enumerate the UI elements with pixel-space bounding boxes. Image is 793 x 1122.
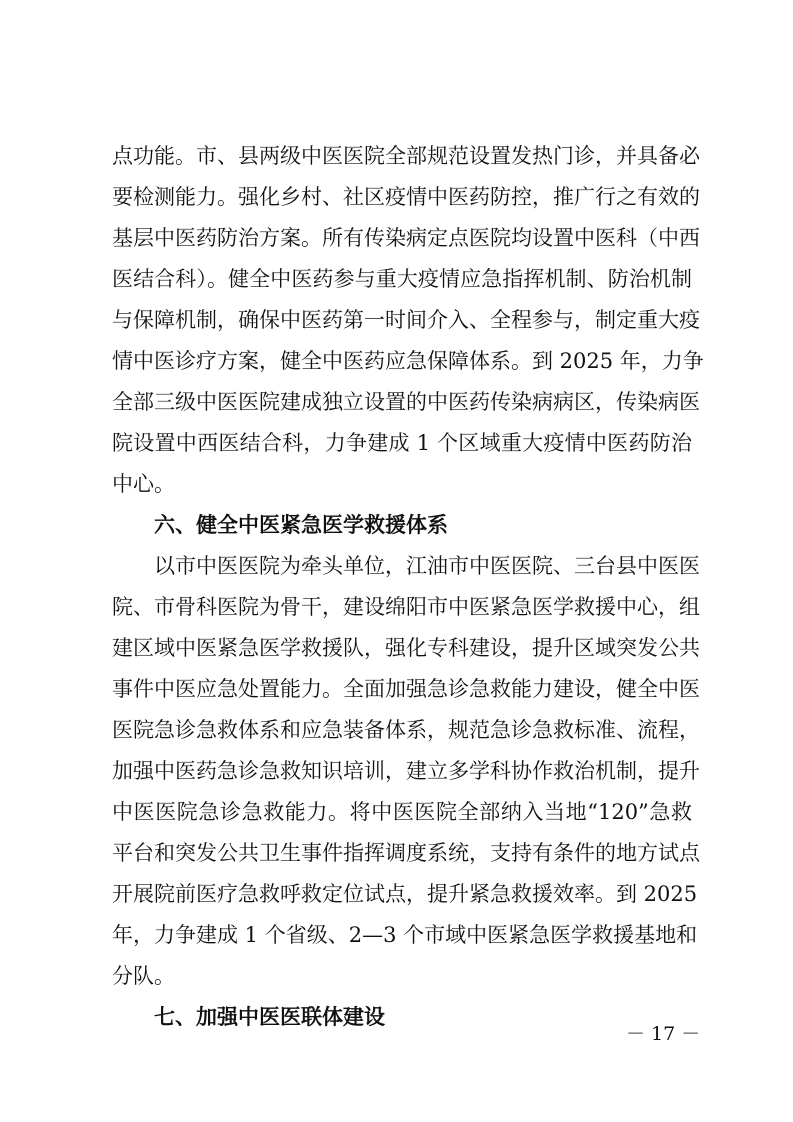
paragraph-line: 与保障机制，确保中医药第一时间介入、全程参与，制定重大疫 (112, 308, 700, 332)
paragraph-line: 事件中医应急处置能力。全面加强急诊急救能力建设，健全中医 (112, 677, 700, 701)
paragraph-line: 医院急诊急救体系和应急装备体系，规范急诊急救标准、流程， (112, 718, 700, 742)
paragraph-line: 全部三级中医医院建成独立设置的中医药传染病病区，传染病医 (112, 390, 700, 414)
paragraph-line: 平台和突发公共卫生事件指挥调度系统，支持有条件的地方试点 (112, 841, 700, 865)
paragraph-line: 中医医院急诊急救能力。将中医医院全部纳入当地“120”急救 (112, 800, 692, 824)
section-heading: 六、健全中医紧急医学救援体系 (154, 513, 448, 537)
paragraph-line: 年，力争建成 1 个省级、2—3 个市域中医紧急医学救援基地和 (112, 923, 698, 947)
paragraph-line: 情中医诊疗方案，健全中医药应急保障体系。到 2025 年，力争 (112, 349, 704, 373)
section-heading: 七、加强中医医联体建设 (154, 1005, 385, 1029)
paragraph-line: 开展院前医疗急救呼救定位试点，提升紧急救援效率。到 2025 (112, 882, 698, 906)
paragraph-line: 以市中医医院为牵头单位，江油市中医医院、三台县中医医 (154, 554, 700, 578)
page-number: － 17 － (626, 1023, 701, 1045)
paragraph-line: 分队。 (112, 964, 175, 988)
paragraph-line: 基层中医药防治方案。所有传染病定点医院均设置中医科（中西 (112, 226, 700, 250)
paragraph-line: 点功能。市、县两级中医医院全部规范设置发热门诊，并具备必 (112, 144, 700, 168)
paragraph-line: 建区域中医紧急医学救援队，强化专科建设，提升区域突发公共 (112, 636, 700, 660)
paragraph-line: 加强中医药急诊急救知识培训，建立多学科协作救治机制，提升 (112, 759, 700, 783)
paragraph-line: 中心。 (112, 472, 175, 496)
paragraph-line: 要检测能力。强化乡村、社区疫情中医药防控，推广行之有效的 (112, 185, 700, 209)
paragraph-line: 医结合科）。健全中医药参与重大疫情应急指挥机制、防治机制 (112, 267, 692, 291)
paragraph-line: 院设置中西医结合科，力争建成 1 个区域重大疫情中医药防治 (112, 431, 692, 455)
paragraph-line: 院、市骨科医院为骨干，建设绵阳市中医紧急医学救援中心，组 (112, 595, 700, 619)
